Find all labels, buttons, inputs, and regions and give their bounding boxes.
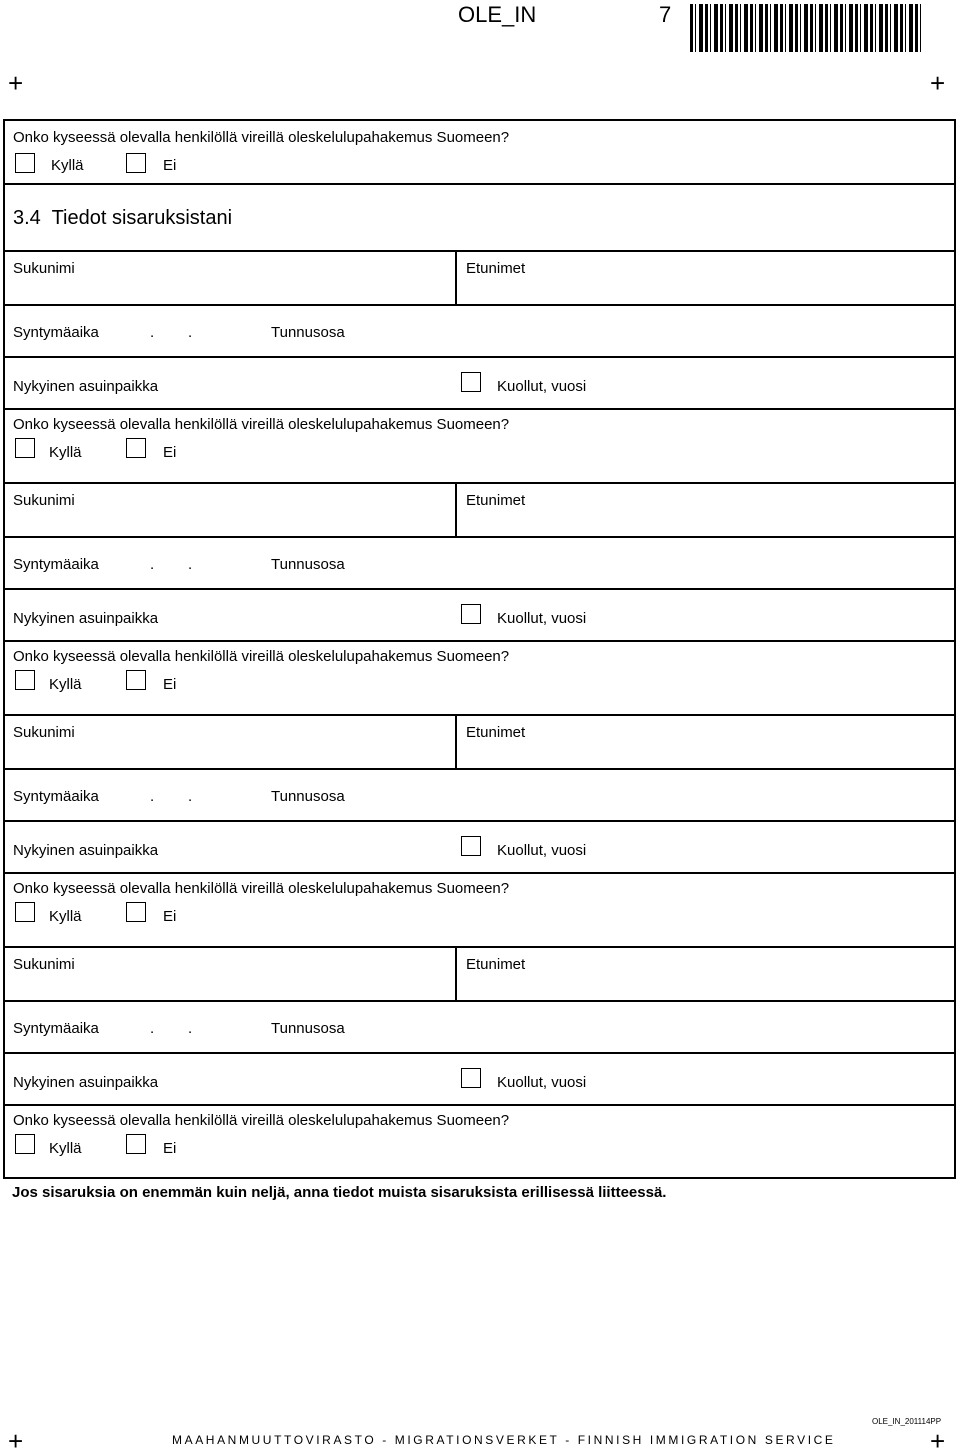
residence-label: Nykyinen asuinpaikka: [13, 378, 159, 395]
residence-label: Nykyinen asuinpaikka: [13, 610, 159, 627]
no-checkbox[interactable]: [126, 670, 146, 690]
crop-mark-icon: +: [930, 68, 946, 98]
deceased-label: Kuollut, vuosi: [497, 378, 587, 395]
yes-checkbox[interactable]: [15, 670, 35, 690]
dob-label: Syntymäaika: [13, 788, 99, 805]
section-number: 3.4: [13, 207, 41, 229]
deceased-label: Kuollut, vuosi: [497, 610, 587, 627]
deceased-checkbox[interactable]: [461, 604, 481, 624]
application-question: Onko kyseessä olevalla henkilöllä vireillä oleskelulupahakemus Suomeen?: [13, 880, 510, 897]
first-names-label: Etunimet: [466, 724, 526, 741]
application-question: Onko kyseessä olevalla henkilöllä vireillä oleskelulupahakemus Suomeen?: [13, 416, 510, 433]
id-code-label: Tunnusosa: [271, 324, 345, 341]
no-checkbox[interactable]: [126, 153, 146, 173]
sibling-block-1: [5, 252, 954, 484]
dob-separator: .: [188, 324, 193, 341]
dob-label: Syntymäaika: [13, 324, 99, 341]
deceased-label: Kuollut, vuosi: [497, 1074, 587, 1091]
dob-separator: .: [150, 556, 155, 573]
dob-separator: .: [188, 788, 193, 805]
dob-separator: .: [188, 1020, 193, 1037]
surname-label: Sukunimi: [13, 492, 75, 509]
no-label: Ei: [163, 1140, 177, 1157]
no-label: Ei: [163, 908, 177, 925]
yes-checkbox[interactable]: [15, 438, 35, 458]
residence-label: Nykyinen asuinpaikka: [13, 1074, 159, 1091]
no-label: Ei: [163, 157, 177, 174]
first-names-label: Etunimet: [466, 260, 526, 277]
form-code: OLE_IN: [458, 2, 537, 27]
no-checkbox[interactable]: [126, 902, 146, 922]
section-title: [13, 207, 232, 230]
no-checkbox[interactable]: [126, 438, 146, 458]
extra-siblings-note: Jos sisaruksia on enemmän kuin neljä, anna tiedot muista sisaruksista erillisessä liitteessä.: [12, 1184, 667, 1201]
crop-mark-icon: +: [930, 1426, 946, 1456]
id-code-label: Tunnusosa: [271, 1020, 345, 1037]
form-id: OLE_IN_201114PP: [872, 1417, 942, 1426]
yes-label: Kyllä: [51, 157, 84, 174]
yes-label: Kyllä: [49, 444, 82, 461]
no-label: Ei: [163, 676, 177, 693]
yes-checkbox[interactable]: [15, 902, 35, 922]
first-names-label: Etunimet: [466, 492, 526, 509]
application-question: Onko kyseessä olevalla henkilöllä vireillä oleskelulupahakemus Suomeen?: [13, 648, 510, 665]
yes-label: Kyllä: [49, 676, 82, 693]
dob-separator: .: [150, 1020, 155, 1037]
sibling-block-2: [5, 484, 954, 716]
residence-label: Nykyinen asuinpaikka: [13, 842, 159, 859]
sibling-block-3: [5, 716, 954, 948]
surname-label: Sukunimi: [13, 260, 75, 277]
yes-label: Kyllä: [49, 908, 82, 925]
section-heading: Tiedot sisaruksistani: [51, 207, 233, 229]
first-names-label: Etunimet: [466, 956, 526, 973]
yes-checkbox[interactable]: [15, 153, 35, 173]
surname-label: Sukunimi: [13, 956, 75, 973]
dob-label: Syntymäaika: [13, 1020, 99, 1037]
siblings-form: [3, 119, 956, 1179]
application-question: Onko kyseessä olevalla henkilöllä vireillä oleskelulupahakemus Suomeen?: [13, 1112, 510, 1129]
application-question: Onko kyseessä olevalla henkilöllä vireillä oleskelulupahakemus Suomeen?: [13, 129, 510, 146]
page-number: 7: [659, 2, 672, 27]
surname-label: Sukunimi: [13, 724, 75, 741]
deceased-checkbox[interactable]: [461, 1068, 481, 1088]
deceased-checkbox[interactable]: [461, 372, 481, 392]
no-checkbox[interactable]: [126, 1134, 146, 1154]
footer-text: MAAHANMUUTTOVIRASTO - MIGRATIONSVERKET - FINNISH IMMIGRATION SERVICE: [172, 1433, 836, 1447]
yes-checkbox[interactable]: [15, 1134, 35, 1154]
dob-label: Syntymäaika: [13, 556, 99, 573]
dob-separator: .: [150, 324, 155, 341]
barcode: [690, 4, 922, 52]
sibling-block-4: [5, 948, 954, 1180]
deceased-label: Kuollut, vuosi: [497, 842, 587, 859]
dob-separator: .: [150, 788, 155, 805]
dob-separator: .: [188, 556, 193, 573]
crop-mark-icon: +: [8, 1426, 24, 1456]
no-label: Ei: [163, 444, 177, 461]
deceased-checkbox[interactable]: [461, 836, 481, 856]
id-code-label: Tunnusosa: [271, 788, 345, 805]
id-code-label: Tunnusosa: [271, 556, 345, 573]
crop-mark-icon: +: [8, 68, 24, 98]
yes-label: Kyllä: [49, 1140, 82, 1157]
